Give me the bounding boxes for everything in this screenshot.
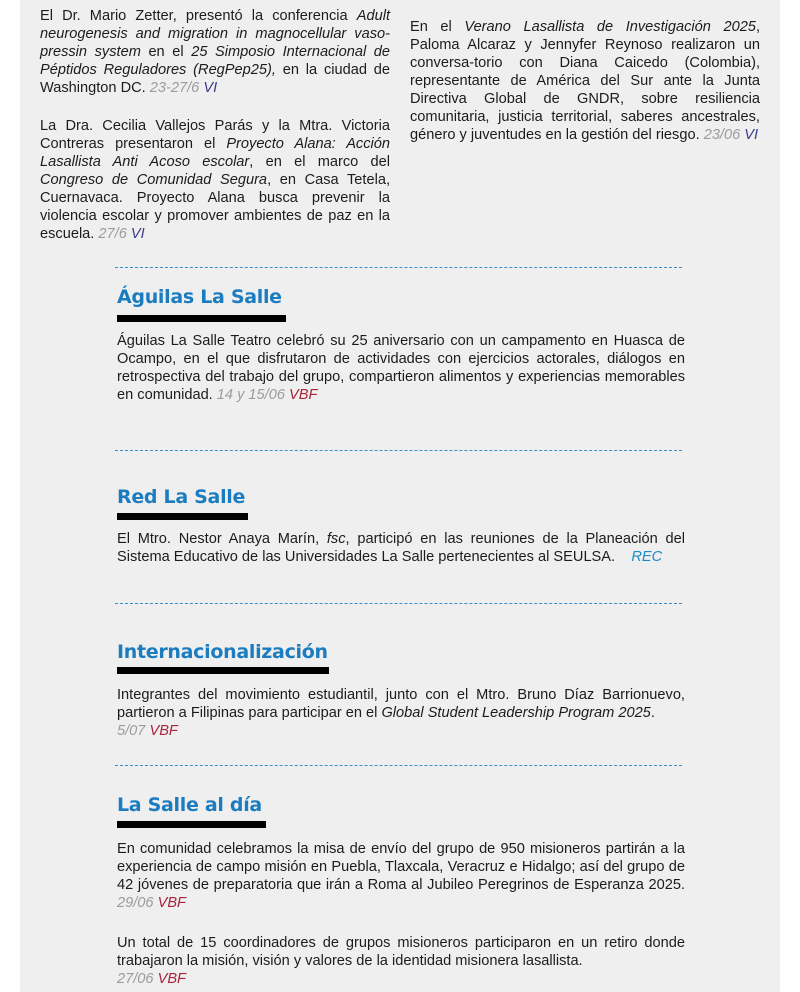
date-label: 14 y 15/06 — [216, 387, 285, 403]
source-tag: REC — [631, 549, 663, 565]
source-tag: VI — [744, 127, 759, 143]
title-underline-bar — [117, 513, 248, 520]
section-divider — [115, 450, 682, 451]
dia-paragraph-retiro: Un total de 15 coordinadores de grupos misioneros participaron en un retiro donde trabajaron la misión, visión y valores de la identidad misionera lasallista. 27/06 VBF — [117, 935, 685, 987]
date-label: 27/6 — [98, 226, 127, 242]
section-title-la-salle-al-dia: La Salle al día — [117, 794, 262, 816]
source-tag: VI — [130, 226, 145, 242]
dia-paragraph-mision: En comunidad celebramos la misa de envío del grupo de 950 misioneros partirán a la experiencia de campo misión en Puebla, Tlaxcala, Veracruz e Hidalgo; así del grupo de 42 jóvenes de preparatoria que irán a Roma al Jubileo Peregrinos de Esperanza 2025. 29/06 VBF — [117, 841, 685, 911]
source-tag: VBF — [157, 971, 186, 987]
title-underline-bar — [117, 667, 329, 674]
source-tag: VBF — [149, 723, 178, 739]
right-paragraph-verano: En el Verano Lasallista de Investigación 2025, Paloma Alcaraz y Jennyfer Reynoso realizaron un conversa-torio con Diana Caicedo (Colombia), representante de América del Sur ante la Junta Directiva Global de GNDR, sobre resiliencia comunitaria, justicia territorial, saberes ancestrales, género y juventudes en la gestión del riesgo. 23/06 VI — [410, 19, 760, 143]
date-label: 29/06 — [117, 895, 154, 911]
section-divider — [115, 267, 682, 268]
left-paragraph-alana: La Dra. Cecilia Vallejos Parás y la Mtra. Victoria Contreras presentaron el Proyecto Alana: Acción Lasallista Anti Acoso escolar, en el marco del Congreso de Comunidad Segura, en Casa Tetela, Cuernavaca. Proyecto Alana busca prevenir la violencia escolar y promover ambientes de paz en la escuela. 27/6 VI — [40, 118, 390, 242]
left-paragraph-zetter: El Dr. Mario Zetter, presentó la conferencia Adult neurogenesis and migration in magnocellular vaso-pressin system en el 25 Simposio Internacional de Péptidos Reguladores (RegPep25), en la ciudad de Washington DC. 23-27/6 VI — [40, 8, 390, 96]
date-label: 27/06 — [117, 971, 154, 987]
date-label: 23/06 — [703, 127, 741, 143]
source-tag: VBF — [157, 895, 186, 911]
title-underline-bar — [117, 821, 266, 828]
date-label: 5/07 — [117, 723, 146, 739]
internacionalizacion-paragraph: Integrantes del movimiento estudiantil, junto con el Mtro. Bruno Díaz Barrionuevo, partieron a Filipinas para participar en el Global Student Leadership Program 2025. 5/07 VBF — [117, 687, 685, 739]
red-paragraph: El Mtro. Nestor Anaya Marín, fsc, participó en las reuniones de la Planeación del Sistema Educativo de las Universidades La Salle pertenecientes al SEULSA. REC — [117, 531, 685, 565]
section-title-red: Red La Salle — [117, 486, 246, 508]
date-label: 23-27/6 — [149, 80, 200, 96]
title-underline-bar — [117, 315, 286, 322]
section-divider — [115, 603, 682, 604]
section-title-aguilas: Águilas La Salle — [117, 286, 282, 308]
section-title-internacionalizacion: Internacionalización — [117, 641, 328, 663]
source-tag: VI — [203, 80, 218, 96]
section-divider — [115, 765, 682, 766]
source-tag: VBF — [289, 387, 318, 403]
aguilas-paragraph: Águilas La Salle Teatro celebró su 25 aniversario con un campamento en Huasca de Ocampo, en el que disfrutaron de actividades con ejercicios actorales, diálogos en retrospectiva del trabajo del grupo, compartieron alimentos y experiencias memorables en comunidad. 14 y 15/06 VBF — [117, 333, 685, 403]
